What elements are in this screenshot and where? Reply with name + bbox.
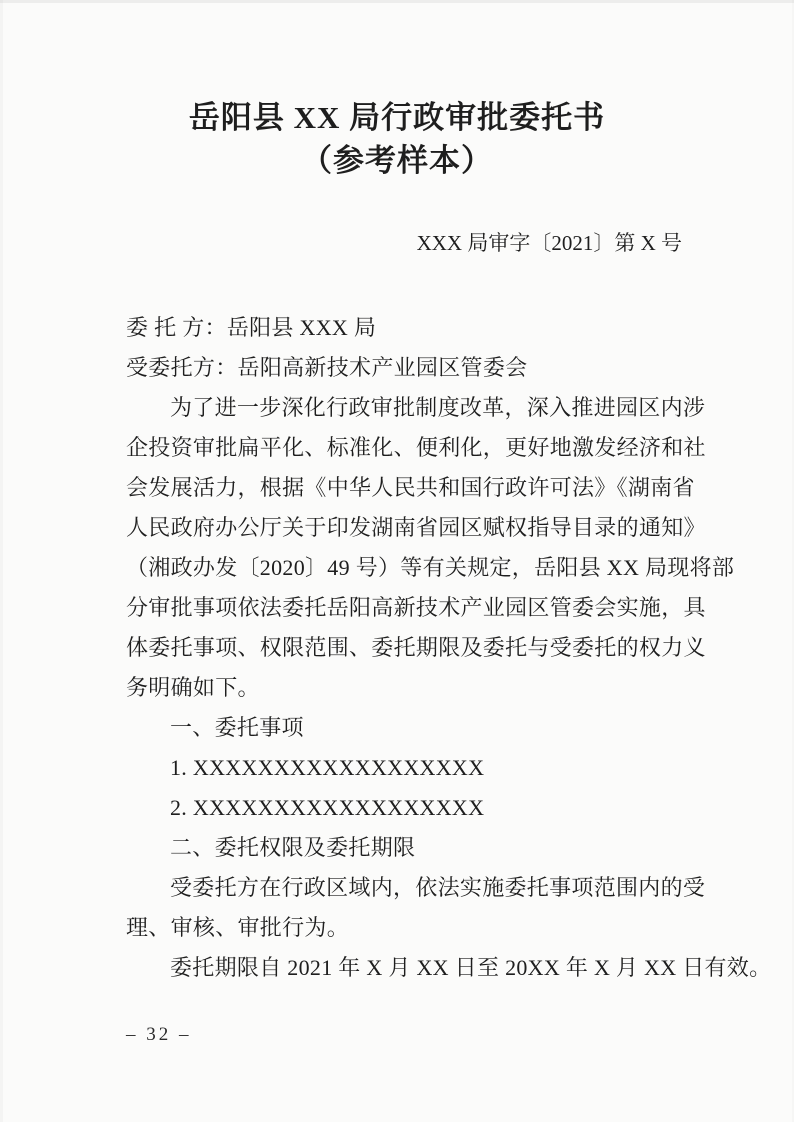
body-line: 务明确如下。: [126, 675, 260, 700]
document-reference-number: XXX 局审字〔2021〕第 X 号: [416, 231, 682, 255]
list-item-2: 2. XXXXXXXXXXXXXXXXXX: [170, 795, 485, 820]
body-line: 体委托事项、权限范围、委托期限及委托与受委托的权力义: [126, 635, 706, 660]
party-entrusting-label: 委 托 方：: [126, 315, 227, 340]
body-line: 受委托方在行政区域内，依法实施委托事项范围内的受: [170, 875, 706, 900]
document-title: [0, 96, 794, 182]
section-heading-2: 二、委托权限及委托期限: [170, 835, 416, 860]
body-line: 企投资审批扁平化、标准化、便利化，更好地激发经济和社: [126, 435, 706, 460]
body-line: 会发展活力，根据《中华人民共和国行政许可法》《湖南省: [126, 475, 695, 500]
body-line: 分审批事项依法委托岳阳高新技术产业园区管委会实施，具: [126, 595, 706, 620]
section-heading-1: 一、委托事项: [170, 715, 304, 740]
party-entrusting-value: 岳阳县 XXX 局: [226, 315, 377, 340]
document-title-line-2: （参考样本）: [301, 143, 493, 178]
body-line: 为了进一步深化行政审批制度改革，深入推进园区内涉: [170, 395, 706, 420]
party-entrusted-label: 受委托方：: [126, 355, 238, 380]
body-line: 委托期限自 2021 年 X 月 XX 日至 20XX 年 X 月 XX 日有效。: [170, 955, 772, 980]
body-line: 理、审核、审批行为。: [126, 915, 350, 940]
body-line: （湘政办发〔2020〕49 号）等有关规定，岳阳县 XX 局现将部: [126, 555, 735, 580]
list-item-1: 1. XXXXXXXXXXXXXXXXXX: [170, 755, 485, 780]
document-body: [126, 308, 772, 988]
page-number: – 32 –: [126, 1024, 192, 1045]
document-title-line-1: 岳阳县 XX 局行政审批委托书: [188, 100, 606, 135]
body-line: 人民政府办公厅关于印发湖南省园区赋权指导目录的通知》: [126, 515, 706, 540]
party-entrusting: [126, 308, 706, 348]
party-entrusted-value: 岳阳高新技术产业园区管委会: [237, 355, 528, 380]
party-entrusted: [126, 348, 706, 388]
